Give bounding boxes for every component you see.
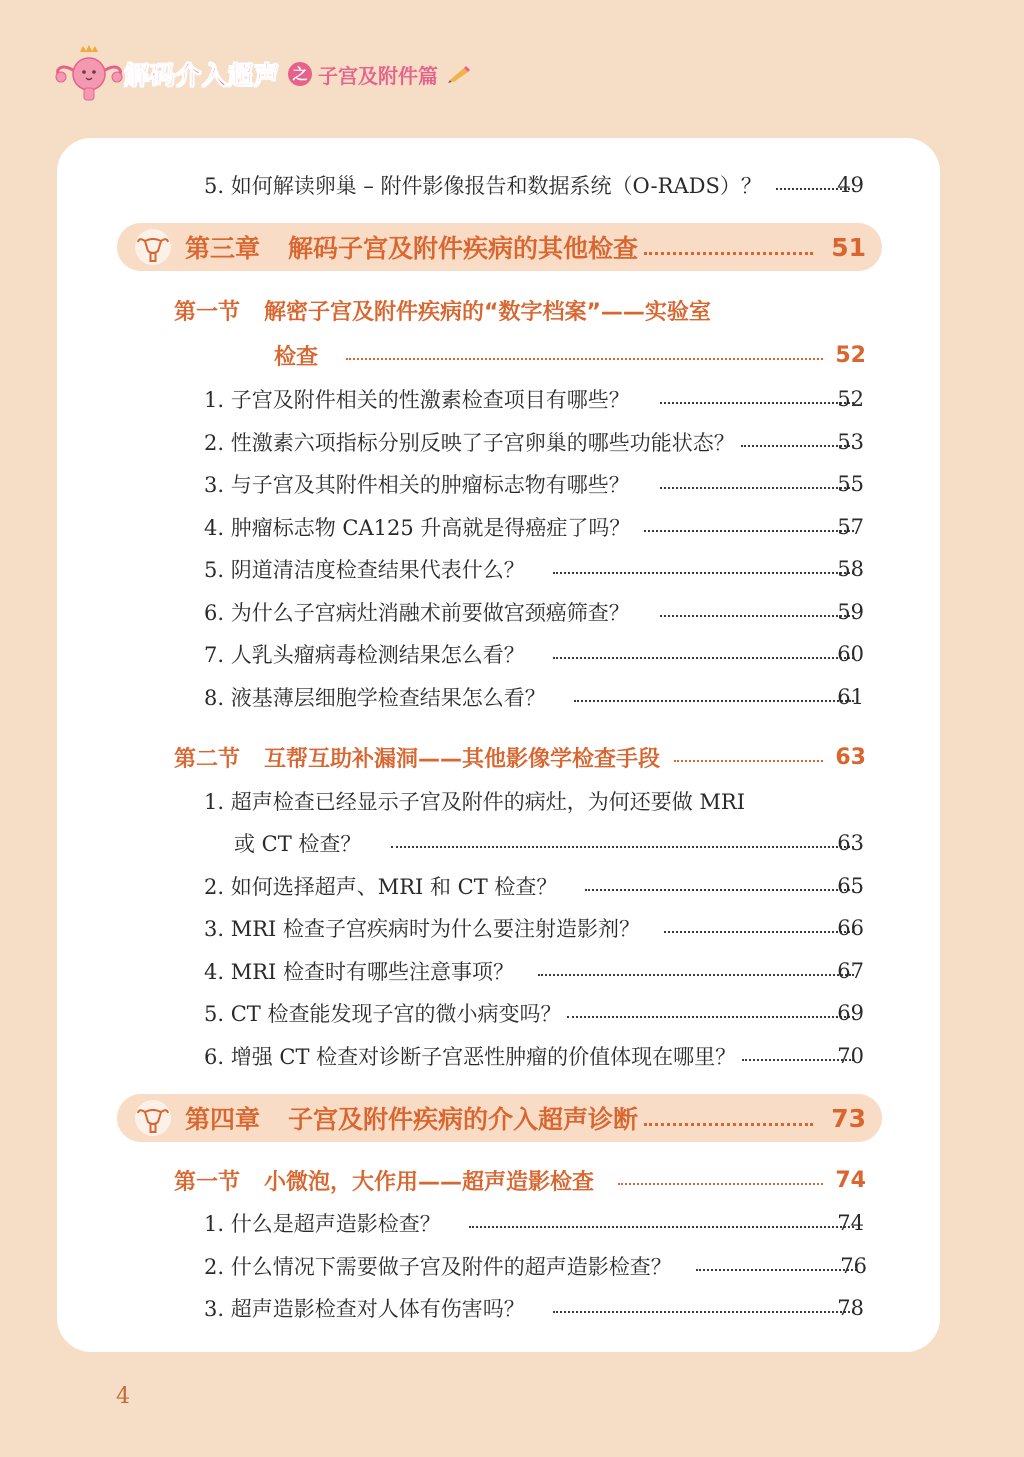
chapter-title: 子宫及附件疾病的介入超声诊断 (288, 1105, 639, 1134)
toc-entry-page: 78 (837, 1296, 864, 1320)
book-subtitle: 子宫及附件篇 (318, 63, 439, 88)
chapter-page: 51 (831, 232, 866, 262)
section-page: 52 (835, 342, 866, 368)
dot-leader (644, 1123, 813, 1126)
dot-leader (674, 760, 823, 762)
toc-entry-page: 63 (837, 831, 864, 855)
toc-entry-page: 52 (837, 387, 864, 411)
section-label: 第一节 (174, 299, 241, 325)
toc-entry-title: 6. 增强 CT 检查对诊断子宫恶性肿瘤的价值体现在哪里？ (204, 1045, 737, 1069)
toc-entry[interactable] (204, 1249, 867, 1283)
toc-entry[interactable] (204, 784, 864, 818)
toc-entry[interactable] (204, 1291, 864, 1325)
pen-icon (446, 64, 472, 84)
section-label: 第一节 (174, 1169, 241, 1195)
toc-entry-title: 4. MRI 检查时有哪些注意事项？ (204, 960, 514, 984)
section-heading[interactable] (174, 739, 866, 775)
toc-entry-page: 70 (837, 1044, 864, 1068)
dot-leader (618, 1183, 823, 1185)
dot-leader (660, 402, 854, 404)
toc-entry-title: 6. 为什么子宫病灶消融术前要做宫颈癌筛查？ (204, 601, 630, 625)
dot-leader (660, 615, 854, 617)
toc-entry-page: 67 (837, 959, 864, 983)
toc-entry[interactable] (204, 954, 864, 988)
toc-entry-page: 58 (837, 557, 864, 581)
toc-entry-page: 49 (837, 173, 864, 197)
toc-entry[interactable] (204, 1206, 864, 1240)
toc-entry-continued[interactable] (234, 826, 864, 860)
toc-entry-title: 1. 超声检查已经显示子宫及附件的病灶，为何还要做 MRI (204, 790, 745, 814)
dot-leader (538, 974, 854, 976)
dot-leader (664, 931, 854, 933)
page-number: 4 (116, 1384, 130, 1409)
uterus-crown-logo-icon (52, 44, 124, 104)
book-header (52, 44, 652, 104)
toc-entry-title: 2. 什么情况下需要做子宫及附件的超声造影检查？ (204, 1255, 672, 1279)
toc-entry-title: 2. 性激素六项指标分别反映了子宫卵巢的哪些功能状态？ (204, 431, 735, 455)
section-title: 小微泡，大作用——超声造影检查 (264, 1169, 595, 1195)
section-page: 74 (835, 1167, 866, 1193)
toc-entry[interactable] (204, 382, 864, 416)
toc-entry-title: 1. 什么是超声造影检查？ (204, 1212, 441, 1236)
chapter-label: 第三章 (185, 234, 261, 263)
chapter-heading[interactable] (117, 1094, 882, 1142)
toc-entry-page: 59 (837, 600, 864, 624)
dot-leader (469, 1226, 854, 1228)
dot-leader (553, 572, 854, 574)
toc-entry-title: 1. 子宫及附件相关的性激素检查项目有哪些？ (204, 388, 630, 412)
toc-entry-title: 3. 超声造影检查对人体有伤害吗？ (204, 1297, 525, 1321)
toc-entry-title: 4. 肿瘤标志物 CA125 升高就是得癌症了吗？ (204, 516, 631, 540)
chapter-heading[interactable] (117, 223, 882, 271)
title-connector-badge: 之 (288, 62, 312, 86)
toc-entry-page: 65 (837, 874, 864, 898)
toc-entry-title: 7. 人乳头瘤病毒检测结果怎么看？ (204, 643, 525, 667)
section-page: 63 (835, 744, 866, 770)
book-title: 解码介入超声 (124, 61, 281, 90)
section-title: 解密子宫及附件疾病的“数字档案”——实验室 (264, 299, 711, 325)
toc-entry-page: 69 (837, 1001, 864, 1025)
toc-entry[interactable] (204, 168, 864, 202)
toc-entry[interactable] (204, 996, 864, 1030)
toc-entry[interactable] (204, 595, 864, 629)
toc-entry-page: 60 (837, 642, 864, 666)
dot-leader (574, 700, 854, 702)
uterus-icon (131, 227, 175, 267)
dot-leader (553, 657, 854, 659)
toc-entry-page: 74 (837, 1211, 864, 1235)
dot-leader (567, 1016, 854, 1018)
chapter-page: 73 (831, 1103, 866, 1133)
toc-entry[interactable] (204, 1039, 864, 1073)
chapter-title: 解码子宫及附件疾病的其他检查 (288, 234, 639, 263)
toc-entry-page: 55 (837, 472, 864, 496)
toc-entry-title: 8. 液基薄层细胞学检查结果怎么看？ (204, 686, 546, 710)
dot-leader (660, 487, 854, 489)
toc-entry[interactable] (204, 911, 864, 945)
toc-entry[interactable] (204, 869, 864, 903)
toc-entry-title: 5. 如何解读卵巢 – 附件影像报告和数据系统（O-RADS）？ (204, 174, 762, 198)
toc-entry[interactable] (204, 425, 864, 459)
toc-entry-title: 5. 阴道清洁度检查结果代表什么？ (204, 558, 525, 582)
dot-leader (346, 358, 823, 360)
toc-entry-page: 61 (837, 685, 864, 709)
dot-leader (585, 889, 854, 891)
dot-leader (644, 252, 813, 255)
toc-entry-title: 2. 如何选择超声、MRI 和 CT 检查？ (204, 875, 558, 899)
toc-entry-page: 76 (840, 1254, 867, 1278)
toc-entry[interactable] (204, 637, 864, 671)
toc-entry-title: 或 CT 检查？ (234, 832, 362, 856)
dot-leader (644, 530, 854, 532)
section-heading[interactable] (174, 1162, 866, 1198)
toc-entry[interactable] (204, 680, 864, 714)
toc-entry-title: 3. 与子宫及其附件相关的肿瘤标志物有哪些？ (204, 473, 630, 497)
section-heading-continued[interactable] (274, 337, 866, 373)
toc-entry-page: 53 (837, 430, 864, 454)
toc-entry-title: 3. MRI 检查子宫疾病时为什么要注射造影剂？ (204, 917, 640, 941)
section-heading[interactable] (174, 292, 711, 328)
toc-entry-page: 57 (837, 515, 864, 539)
toc-entry[interactable] (204, 552, 864, 586)
section-title: 检查 (274, 344, 319, 370)
chapter-label: 第四章 (185, 1105, 261, 1134)
toc-entry-page: 66 (837, 916, 864, 940)
section-title: 互帮互助补漏洞——其他影像学检查手段 (264, 746, 661, 772)
dot-leader (553, 1311, 854, 1313)
toc-entry-title: 5. CT 检查能发现子宫的微小病变吗？ (204, 1002, 562, 1026)
section-label: 第二节 (174, 746, 241, 772)
uterus-icon (131, 1098, 175, 1138)
toc-entry[interactable] (204, 467, 864, 501)
toc-entry[interactable] (204, 510, 864, 544)
dot-leader (391, 846, 854, 848)
